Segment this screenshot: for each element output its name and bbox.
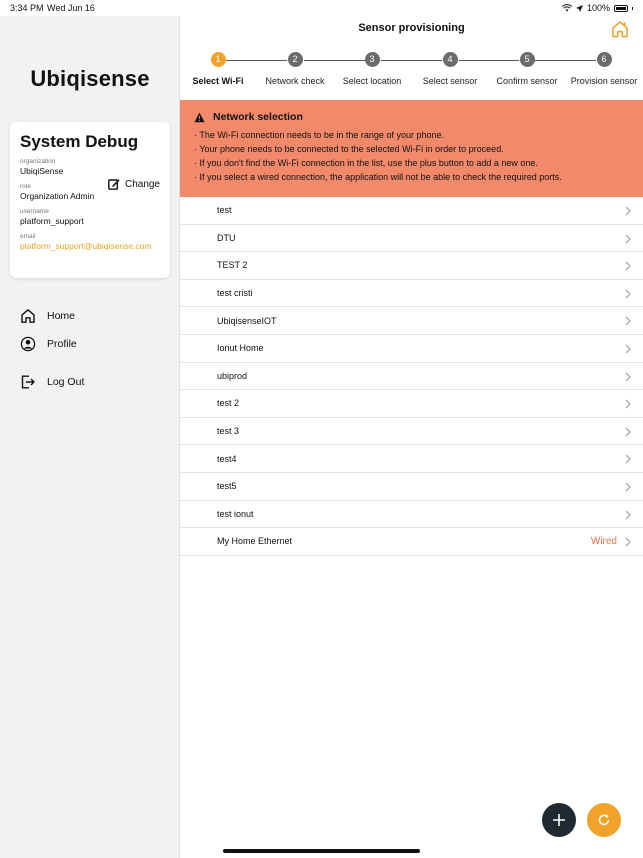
chevron-right-icon bbox=[625, 261, 631, 271]
wifi-icon bbox=[562, 4, 572, 12]
user-card bbox=[10, 122, 170, 278]
step-label: Provision sensor bbox=[570, 76, 638, 86]
network-row[interactable] bbox=[180, 473, 643, 501]
network-name: ubiprod bbox=[217, 370, 248, 381]
step-confirm-sensor bbox=[492, 52, 562, 86]
alert-line: · If you select a wired connection, the application will not be able to check the required ports. bbox=[194, 172, 562, 182]
home-button-icon[interactable] bbox=[611, 20, 629, 38]
sidebar-item-label: Log Out bbox=[47, 376, 85, 388]
email-label: email bbox=[20, 233, 36, 240]
profile-icon bbox=[20, 336, 36, 352]
chevron-right-icon bbox=[625, 482, 631, 492]
warning-icon bbox=[194, 112, 205, 123]
step-select-location bbox=[337, 52, 407, 86]
network-name: test cristi bbox=[217, 288, 253, 299]
step-select-sensor bbox=[415, 52, 485, 86]
chevron-right-icon bbox=[625, 316, 631, 326]
refresh-icon bbox=[597, 813, 611, 827]
location-arrow-icon bbox=[576, 5, 583, 12]
status-date: Wed Jun 16 bbox=[47, 3, 95, 13]
network-row[interactable] bbox=[180, 390, 643, 418]
sidebar-item-home[interactable] bbox=[20, 302, 170, 330]
step-number: 5 bbox=[520, 52, 535, 67]
refresh-button[interactable] bbox=[587, 803, 621, 837]
chevron-right-icon bbox=[625, 372, 631, 382]
network-row[interactable] bbox=[180, 335, 643, 363]
network-list bbox=[180, 197, 643, 556]
status-bar bbox=[0, 0, 643, 16]
chevron-right-icon bbox=[625, 206, 631, 216]
change-organization-button[interactable] bbox=[108, 178, 160, 190]
plus-icon bbox=[552, 813, 566, 827]
network-row[interactable] bbox=[180, 280, 643, 308]
app-logo: Ubiqisense bbox=[30, 66, 150, 91]
status-time: 3:34 PM bbox=[10, 3, 44, 13]
step-select-wifi bbox=[183, 52, 253, 86]
chevron-right-icon bbox=[625, 344, 631, 354]
role-value: Organization Admin bbox=[20, 191, 95, 201]
network-row[interactable] bbox=[180, 363, 643, 391]
organization-value: UbiqiSense bbox=[20, 166, 64, 176]
alert-body bbox=[194, 128, 629, 184]
step-number: 2 bbox=[288, 52, 303, 67]
network-name: test 3 bbox=[217, 426, 240, 437]
network-row[interactable] bbox=[180, 501, 643, 529]
sidebar-item-label: Profile bbox=[47, 338, 77, 350]
network-name: test5 bbox=[217, 481, 237, 492]
step-number: 6 bbox=[597, 52, 612, 67]
step-number: 3 bbox=[365, 52, 380, 67]
battery-icon bbox=[614, 5, 628, 12]
alert-line: · If you don't find the Wi-Fi connection in the list, use the plus button to add a new one. bbox=[194, 158, 538, 168]
main-content bbox=[180, 16, 643, 858]
step-number: 4 bbox=[443, 52, 458, 67]
battery-tip bbox=[632, 7, 633, 10]
step-provision-sensor bbox=[569, 52, 639, 86]
battery-percent: 100% bbox=[586, 3, 610, 13]
step-label: Select sensor bbox=[422, 76, 478, 86]
page-title: Sensor provisioning bbox=[358, 22, 465, 34]
network-name: test bbox=[217, 205, 232, 216]
step-label: Confirm sensor bbox=[496, 76, 558, 86]
edit-icon bbox=[108, 178, 120, 190]
sidebar-item-logout[interactable] bbox=[20, 368, 170, 396]
sidebar bbox=[0, 16, 180, 858]
network-row[interactable] bbox=[180, 197, 643, 225]
role-label: role bbox=[20, 183, 31, 190]
step-number: 1 bbox=[211, 52, 226, 67]
username-value: platform_support bbox=[20, 216, 84, 226]
network-name: DTU bbox=[217, 232, 236, 243]
alert-header bbox=[194, 111, 629, 123]
chevron-right-icon bbox=[625, 234, 631, 244]
sidebar-item-profile[interactable] bbox=[20, 330, 170, 358]
chevron-right-icon bbox=[625, 510, 631, 520]
network-row[interactable] bbox=[180, 445, 643, 473]
network-name: TEST 2 bbox=[217, 260, 248, 271]
network-row[interactable] bbox=[180, 418, 643, 446]
chevron-right-icon bbox=[625, 399, 631, 409]
network-row[interactable] bbox=[180, 225, 643, 253]
step-network-check bbox=[260, 52, 330, 86]
network-row[interactable] bbox=[180, 252, 643, 280]
chevron-right-icon bbox=[625, 427, 631, 437]
step-label: Select location bbox=[342, 76, 402, 86]
add-network-button[interactable] bbox=[542, 803, 576, 837]
network-name: test4 bbox=[217, 453, 237, 464]
sidebar-item-label: Home bbox=[47, 310, 76, 322]
network-row[interactable] bbox=[180, 307, 643, 335]
wired-badge: Wired bbox=[590, 535, 617, 547]
organization-label: organization bbox=[20, 158, 56, 165]
logout-icon bbox=[20, 374, 36, 390]
alert-title: Network selection bbox=[213, 111, 303, 123]
network-name: test 2 bbox=[217, 398, 240, 409]
alert-line: · Your phone needs to be connected to the selected Wi-Fi in order to proceed. bbox=[194, 144, 504, 154]
network-name: My Home Ethernet bbox=[217, 536, 293, 547]
home-icon bbox=[20, 308, 36, 324]
stepper bbox=[180, 52, 643, 102]
chevron-right-icon bbox=[625, 289, 631, 299]
step-label: Network check bbox=[265, 76, 325, 86]
user-card-title: System Debug bbox=[20, 132, 139, 151]
chevron-right-icon bbox=[625, 454, 631, 464]
network-name: test ionut bbox=[217, 508, 254, 519]
network-selection-alert bbox=[180, 100, 643, 197]
step-label: Select Wi-Fi bbox=[192, 76, 244, 86]
home-indicator bbox=[223, 849, 420, 853]
network-row[interactable] bbox=[180, 528, 643, 556]
network-name: UbiqisenseIOT bbox=[217, 315, 277, 326]
sidebar-nav bbox=[20, 302, 170, 396]
status-indicators bbox=[562, 3, 633, 13]
username-label: username bbox=[20, 208, 49, 215]
alert-line: · The Wi-Fi connection needs to be in the range of your phone. bbox=[194, 130, 444, 140]
chevron-right-icon bbox=[625, 537, 631, 547]
network-name: Ionut Home bbox=[217, 343, 264, 354]
change-label: Change bbox=[124, 178, 160, 190]
email-value: platform_support@ubiqisense.com bbox=[20, 241, 152, 251]
